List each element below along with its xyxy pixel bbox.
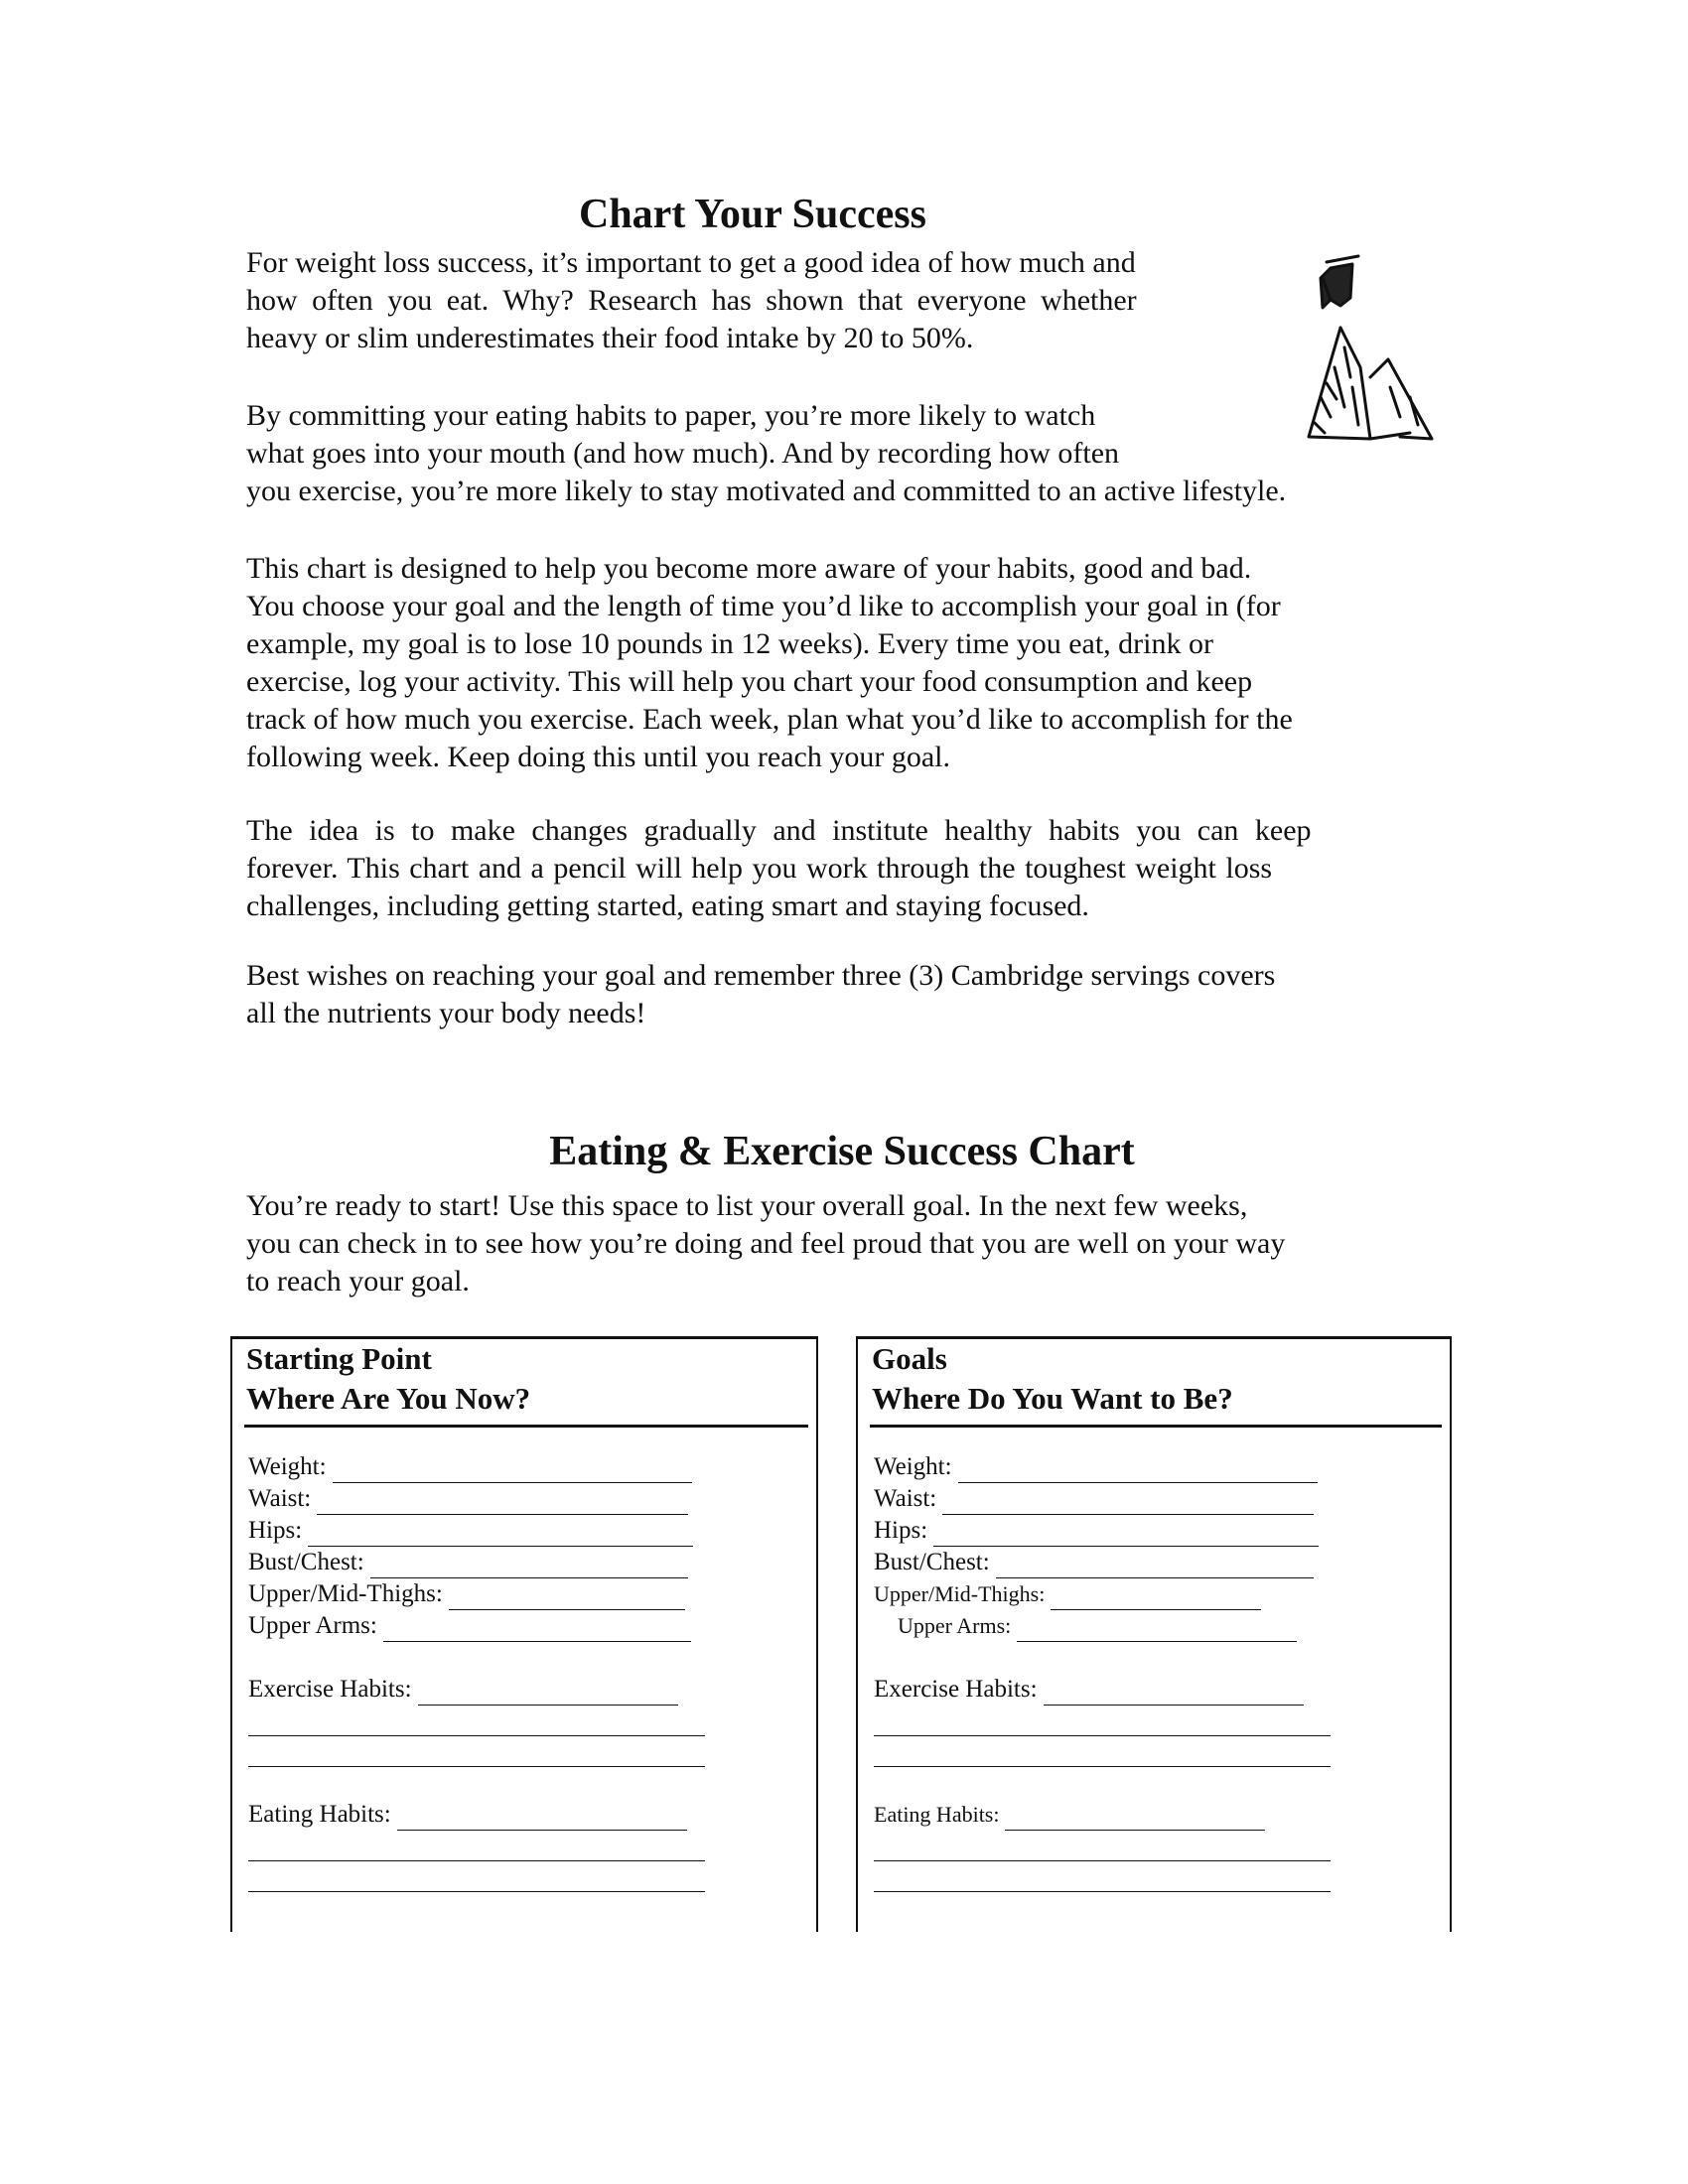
thighs-field[interactable] <box>248 1578 802 1610</box>
fill-line[interactable] <box>449 1585 685 1610</box>
paragraph-line: You’re ready to start! Use this space to list your overall goal. In the next few weeks, <box>246 1189 1248 1222</box>
arms-field[interactable] <box>874 1610 1436 1642</box>
paragraph-line: Best wishes on reaching your goal and remember three (3) Cambridge servings covers <box>246 959 1276 992</box>
intro-line: For weight loss success, it’s important to get a good idea of how much and <box>246 246 1136 279</box>
paragraph-line: to reach your goal. <box>246 1265 470 1297</box>
field-label: Weight: <box>248 1453 327 1480</box>
field-label: Upper Arms: <box>898 1613 1012 1638</box>
exercise-habits-field[interactable] <box>248 1674 802 1706</box>
fill-line[interactable] <box>874 1706 1331 1736</box>
field-label: Upper/Mid-Thighs: <box>874 1581 1046 1606</box>
paragraph-line: forever. This chart and a pencil will help you work through the toughest weight loss <box>246 852 1273 885</box>
fill-line[interactable] <box>1017 1617 1297 1642</box>
weight-field[interactable] <box>248 1451 802 1483</box>
field-label: Bust/Chest: <box>248 1549 364 1575</box>
fill-line[interactable] <box>958 1458 1318 1483</box>
box-heading-subtitle: Where Are You Now? <box>246 1381 531 1416</box>
field-label: Bust/Chest: <box>874 1549 990 1575</box>
fill-line[interactable] <box>383 1617 691 1642</box>
field-label: Exercise Habits: <box>874 1676 1038 1703</box>
field-label: Upper/Mid-Thighs: <box>248 1580 443 1607</box>
fill-line[interactable] <box>333 1458 692 1483</box>
eating-habits-field[interactable] <box>874 1799 1436 1831</box>
fill-line[interactable] <box>248 1736 705 1767</box>
field-label: Eating Habits: <box>874 1802 1000 1827</box>
goals-heading <box>870 1339 1442 1428</box>
intro-line: how often you eat. Why? Research has shown that everyone whether <box>246 284 1137 317</box>
fill-line[interactable] <box>933 1522 1319 1547</box>
paragraph-line: You choose your goal and the length of time you’d like to accomplish your goal in (for <box>246 590 1281 622</box>
starting-point-fields <box>232 1428 816 1892</box>
fill-line[interactable] <box>248 1706 705 1736</box>
box-heading-title: Goals <box>872 1341 947 1376</box>
starting-point-box <box>230 1336 818 1932</box>
fill-line[interactable] <box>248 1861 705 1892</box>
field-label: Waist: <box>248 1485 312 1512</box>
field-label: Waist: <box>874 1485 937 1512</box>
fill-line[interactable] <box>874 1736 1331 1767</box>
fill-line[interactable] <box>370 1554 688 1578</box>
paragraph-line: This chart is designed to help you become more aware of your habits, good and bad. <box>246 552 1252 585</box>
fill-line[interactable] <box>308 1522 693 1547</box>
goals-box <box>856 1336 1452 1932</box>
thighs-field[interactable] <box>874 1578 1436 1610</box>
starting-point-heading <box>244 1339 808 1428</box>
field-label: Weight: <box>874 1453 952 1480</box>
fill-line[interactable] <box>397 1806 687 1831</box>
fill-line[interactable] <box>874 1861 1331 1892</box>
field-label: Hips: <box>248 1517 303 1544</box>
intro-paragraph <box>246 244 1247 357</box>
arms-field[interactable] <box>248 1610 802 1642</box>
chart-design-paragraph <box>246 550 1413 776</box>
fill-line[interactable] <box>1044 1681 1304 1706</box>
bust-field[interactable] <box>874 1547 1436 1578</box>
paragraph-line: following week. Keep doing this until you reach your goal. <box>246 741 951 773</box>
eating-habits-field[interactable] <box>248 1799 802 1831</box>
box-heading-title: Starting Point <box>246 1341 432 1376</box>
paragraph-line: The idea is to make changes gradually and institute healthy habits you can keep <box>246 814 1312 847</box>
paragraph-line: track of how much you exercise. Each week, plan what you’d like to accomplish for the <box>246 703 1293 736</box>
exercise-habits-field[interactable] <box>874 1674 1436 1706</box>
field-label: Exercise Habits: <box>248 1676 412 1703</box>
waist-field[interactable] <box>248 1483 802 1515</box>
fill-line[interactable] <box>874 1831 1331 1861</box>
waist-field[interactable] <box>874 1483 1436 1515</box>
intro-line: heavy or slim underestimates their food intake by 20 to 50%. <box>246 322 974 354</box>
page-title: Chart Your Success <box>578 192 926 237</box>
field-label: Hips: <box>874 1517 928 1544</box>
section-title: Eating & Exercise Success Chart <box>549 1129 1135 1174</box>
paragraph-line: example, my goal is to lose 10 pounds in 12 weeks). Every time you eat, drink or <box>246 627 1213 660</box>
paragraph-line: you exercise, you’re more likely to stay motivated and committed to an active lifestyle. <box>246 475 1287 507</box>
idea-paragraph <box>246 812 1398 925</box>
ready-paragraph <box>246 1187 1398 1300</box>
paragraph-line: By committing your eating habits to paper, you’re more likely to watch <box>246 399 1096 432</box>
paragraph-line: challenges, including getting started, eating smart and staying focused. <box>246 889 1089 922</box>
fill-line[interactable] <box>942 1490 1314 1515</box>
bust-field[interactable] <box>248 1547 802 1578</box>
paragraph-line: what goes into your mouth (and how much). And by recording how often <box>246 437 1120 470</box>
hips-field[interactable] <box>248 1515 802 1547</box>
hips-field[interactable] <box>874 1515 1436 1547</box>
fill-line[interactable] <box>317 1490 688 1515</box>
box-heading-subtitle: Where Do You Want to Be? <box>872 1381 1233 1416</box>
field-label: Eating Habits: <box>248 1801 391 1828</box>
goals-fields <box>858 1428 1450 1892</box>
paper-paragraph <box>246 397 1418 510</box>
paragraph-line: you can check in to see how you’re doing and feel proud that you are well on your way <box>246 1227 1286 1260</box>
best-wishes-paragraph <box>246 957 1398 1032</box>
fill-line[interactable] <box>1051 1585 1261 1610</box>
weight-field[interactable] <box>874 1451 1436 1483</box>
fill-line[interactable] <box>1005 1806 1265 1831</box>
paragraph-line: all the nutrients your body needs! <box>246 997 646 1029</box>
fill-line[interactable] <box>996 1554 1314 1578</box>
field-label: Upper Arms: <box>248 1612 377 1639</box>
fill-line[interactable] <box>248 1831 705 1861</box>
fill-line[interactable] <box>418 1681 678 1706</box>
paragraph-line: exercise, log your activity. This will help you chart your food consumption and keep <box>246 665 1253 698</box>
